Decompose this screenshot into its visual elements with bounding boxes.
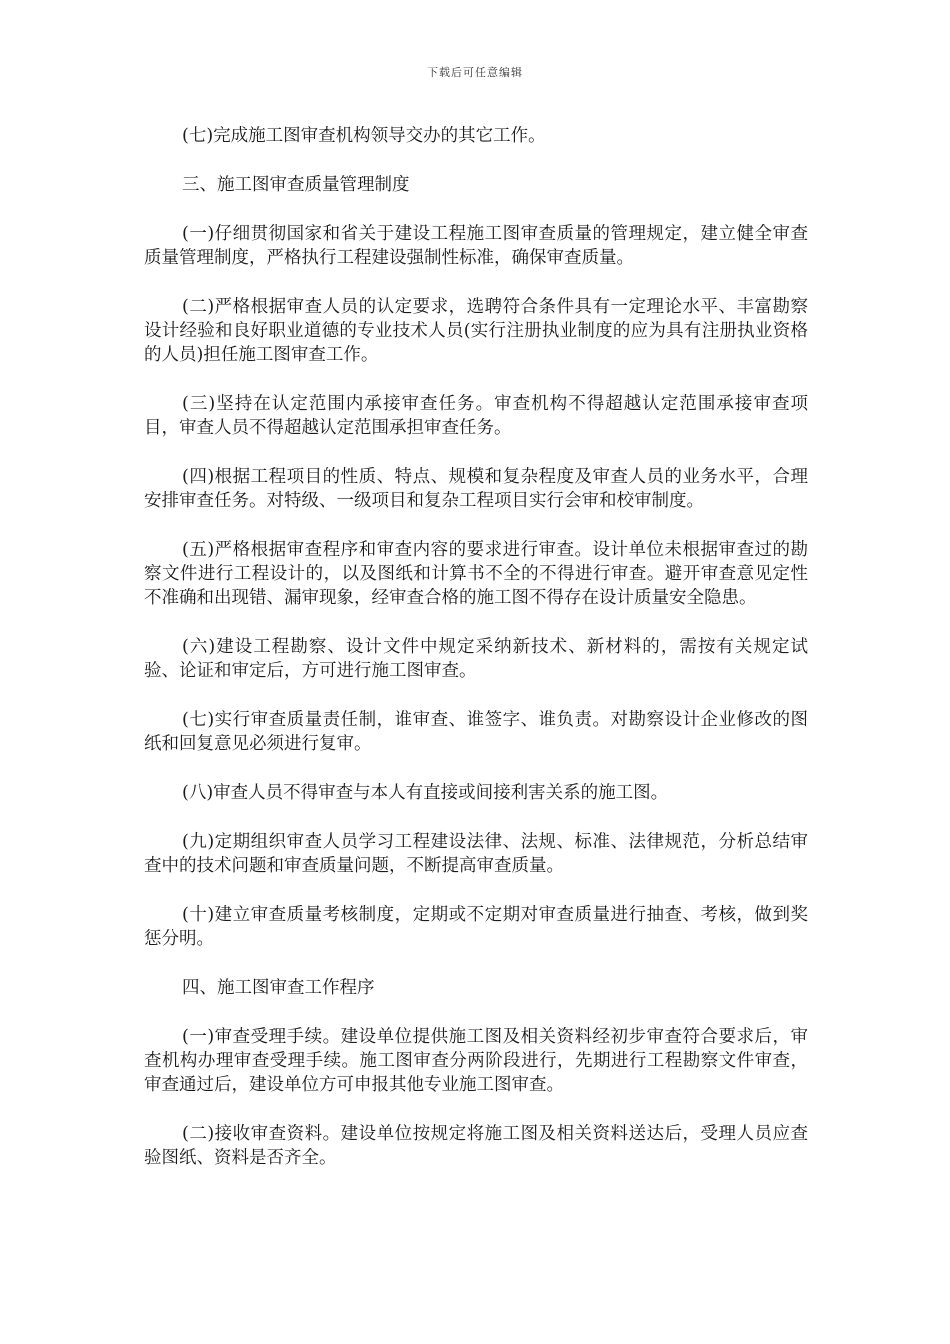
- paragraph-quality-6: (六)建设工程勘察、设计文件中规定采纳新技术、新材料的，需按有关规定试验、论证和审定后，方可进行施工图审查。: [144, 637, 808, 681]
- paragraph-quality-9: (九)定期组织审查人员学习工程建设法律、法规、标准、法律规范，分析总结审查中的技术问题和审查质量问题，不断提高审查质量。: [144, 832, 808, 876]
- paragraph-quality-10: (十)建立审查质量考核制度，定期或不定期对审查质量进行抽查、考核，做到奖惩分明。: [144, 905, 808, 949]
- page-header: 下载后可任意编辑: [427, 66, 523, 79]
- document-body: [144, 124, 808, 1195]
- paragraph-quality-3: (三)坚持在认定范围内承接审查任务。审查机构不得超越认定范围承接审查项目，审查人员不得超越认定范围承担审查任务。: [144, 394, 808, 438]
- paragraph-quality-1: (一)仔细贯彻国家和省关于建设工程施工图审查质量的管理规定，建立健全审查质量管理制度，严格执行工程建设强制性标准，确保审查质量。: [144, 224, 808, 268]
- paragraph-procedure-2: (二)接收审查资料。建设单位按规定将施工图及相关资料送达后，受理人员应查验图纸、资料是否齐全。: [144, 1124, 808, 1168]
- paragraph-quality-2: (二)严格根据审查人员的认定要求，选聘符合条件具有一定理论水平、丰富勘察设计经验和良好职业道德的专业技术人员(实行注册执业制度的应为具有注册执业资格的人员)担任施工图审查工作。: [144, 297, 808, 365]
- section-heading-quality-management: 三、施工图审查质量管理制度: [182, 175, 410, 195]
- paragraph-quality-4: (四)根据工程项目的性质、特点、规模和复杂程度及审查人员的业务水平，合理安排审查任务。对特级、一级项目和复杂工程项目实行会审和校审制度。: [144, 467, 808, 511]
- paragraph-procedure-1: (一)审查受理手续。建设单位提供施工图及相关资料经初步审查符合要求后，审查机构办理审查受理手续。施工图审查分两阶段进行，先期进行工程勘察文件审查，审查通过后，建设单位方可申报其他专业施工图审查。: [144, 1027, 808, 1095]
- paragraph-quality-7: (七)实行审查质量责任制，谁审查、谁签字、谁负责。对勘察设计企业修改的图纸和回复意见必须进行复审。: [144, 710, 808, 754]
- paragraph-quality-8: (八)审查人员不得审查与本人有直接或间接利害关系的施工图。: [182, 783, 669, 803]
- section-heading-work-procedure: 四、施工图审查工作程序: [182, 978, 375, 998]
- paragraph-item-7-task: (七)完成施工图审查机构领导交办的其它工作。: [182, 126, 546, 146]
- paragraph-quality-5: (五)严格根据审查程序和审查内容的要求进行审查。设计单位未根据审查过的勘察文件进行工程设计的，以及图纸和计算书不全的不得进行审查。避开审查意见定性不准确和出现错、漏审现象，经审查合格的施工图不得存在设计质量安全隐患。: [144, 540, 808, 608]
